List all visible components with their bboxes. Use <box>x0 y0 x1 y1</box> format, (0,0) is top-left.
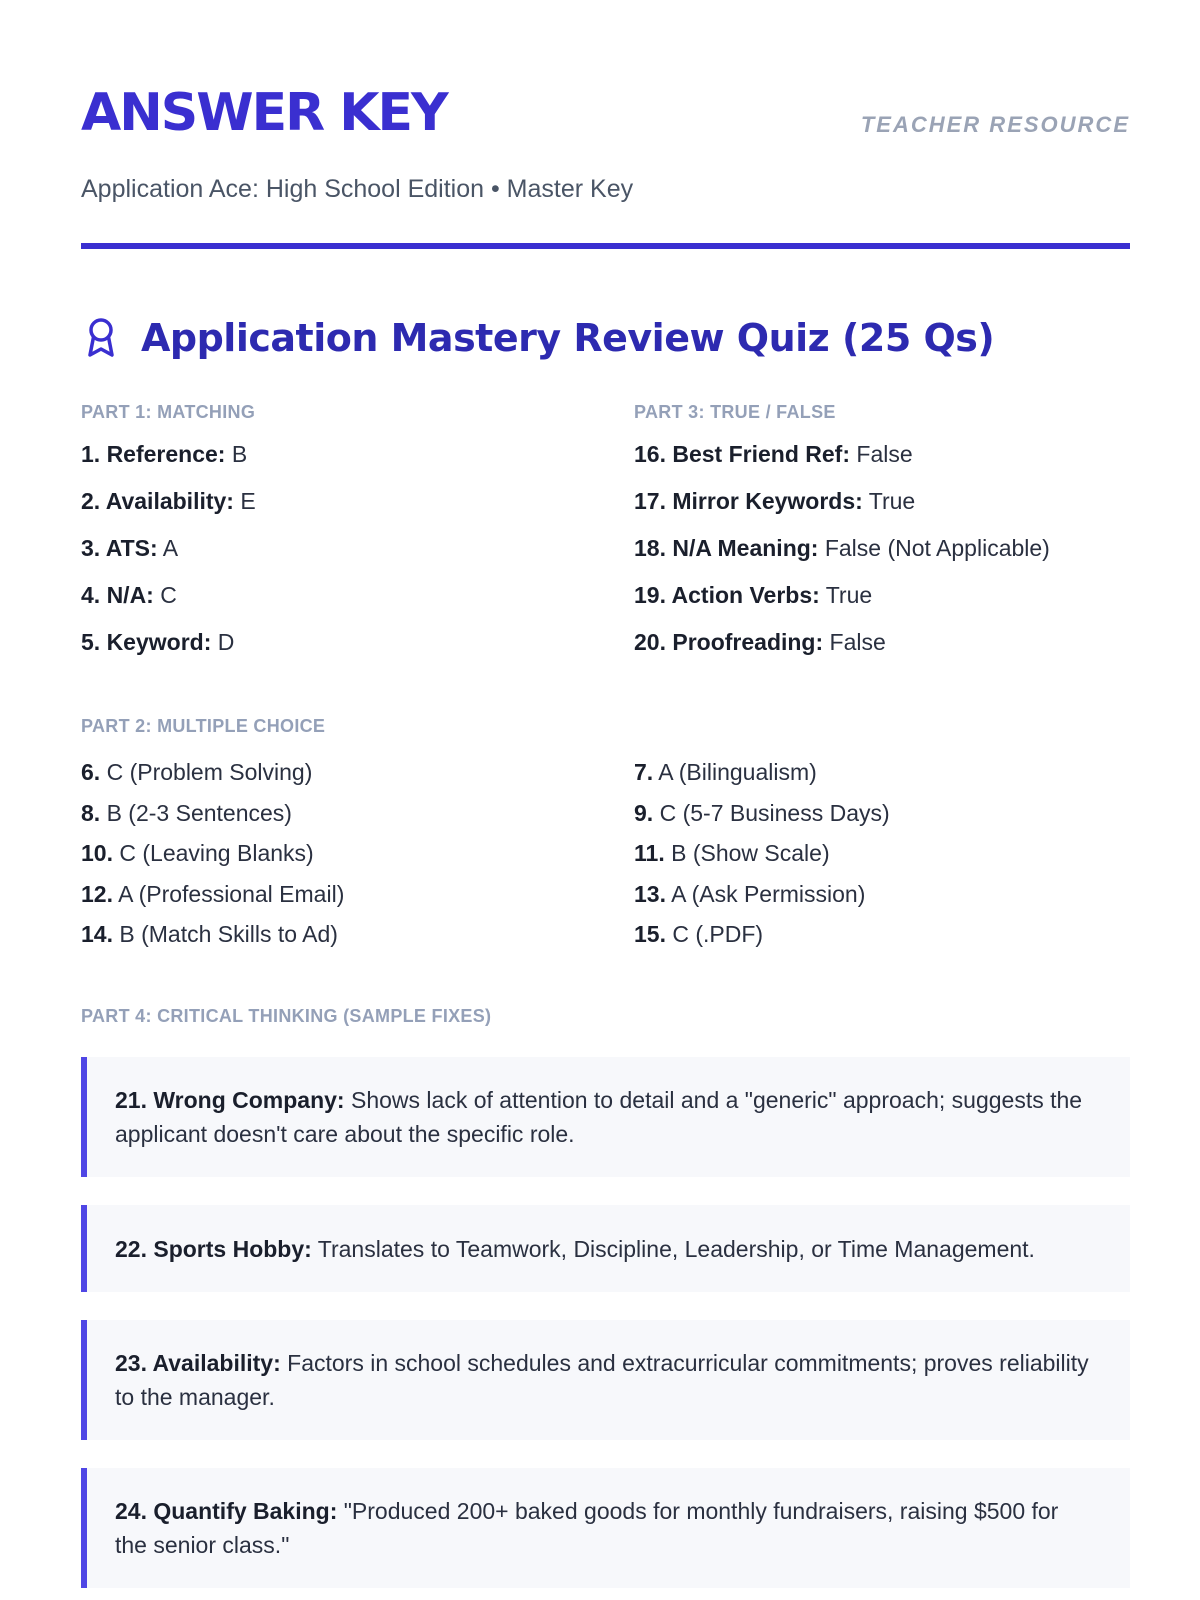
answer-value: True <box>819 582 873 608</box>
answer-value: Translates to Teamwork, Discipline, Leadership, or Time Management. <box>311 1235 1035 1262</box>
answer-value: Shows lack of attention to detail and a "generic" approach; suggests the applicant doesn't care about the specific role. <box>115 1087 1083 1147</box>
answer-value: False <box>850 441 913 467</box>
question-label: 16. Best Friend Ref: <box>634 441 850 467</box>
answer-item <box>634 478 1050 525</box>
question-label: 12. <box>81 880 113 907</box>
answer-value: B (2-3 Sentences) <box>100 799 292 826</box>
part1-label: PART 1: MATCHING <box>81 402 256 422</box>
answer-value: False <box>823 629 886 655</box>
question-label: 22. Sports Hobby: <box>115 1235 312 1262</box>
question-label: 4. N/A: <box>81 582 154 608</box>
answer-item <box>81 525 256 572</box>
answer-value: A (Ask Permission) <box>665 880 866 907</box>
answer-item <box>634 874 890 915</box>
answer-value: C <box>153 582 177 608</box>
answer-value: A <box>157 535 179 561</box>
answer-value: A (Bilingualism) <box>653 759 817 785</box>
quiz-heading <box>81 316 994 360</box>
answer-item <box>81 619 256 666</box>
question-label: 1. Reference: <box>81 441 226 467</box>
sample-fix-card <box>81 1057 1130 1177</box>
question-label: 8. <box>81 799 101 826</box>
question-label: 19. Action Verbs: <box>634 582 820 608</box>
teacher-resource-badge: TEACHER RESOURCE <box>860 112 1130 137</box>
answer-value: D <box>211 629 235 655</box>
sample-fix-card <box>81 1205 1130 1292</box>
answer-item <box>81 833 344 874</box>
answer-value: B (Show Scale) <box>664 840 830 866</box>
answer-item <box>634 752 890 793</box>
answer-item <box>81 793 344 834</box>
sample-fix-text <box>115 1232 1035 1266</box>
answer-item <box>81 431 256 478</box>
answer-item <box>81 572 256 619</box>
page-title: ANSWER KEY <box>81 83 447 143</box>
answer-item <box>634 793 890 834</box>
sample-fix-text <box>115 1346 1096 1414</box>
answer-item <box>634 431 1050 478</box>
quiz-title: Application Mastery Review Quiz (25 Qs) <box>141 316 995 360</box>
part3-list <box>634 431 1050 666</box>
question-label: 20. Proofreading: <box>634 629 824 655</box>
question-label: 3. ATS: <box>81 535 158 561</box>
answer-item <box>634 572 1050 619</box>
answer-value: E <box>233 488 256 514</box>
answer-value: False (Not Applicable) <box>818 535 1050 561</box>
question-label: 5. Keyword: <box>81 629 212 655</box>
answer-item <box>634 833 890 874</box>
answer-item <box>634 914 890 955</box>
answer-value: C (Leaving Blanks) <box>112 840 314 866</box>
sample-fix-card <box>81 1320 1130 1440</box>
answer-item <box>81 752 344 793</box>
answer-value: C (Problem Solving) <box>100 759 313 785</box>
answer-value: Factors in school schedules and extracurricular commitments; proves reliability to the manager. <box>115 1350 1089 1410</box>
answer-value: B (Match Skills to Ad) <box>112 921 338 947</box>
answer-value: True <box>862 488 916 514</box>
part2-left-list <box>81 752 344 955</box>
question-label: 24. Quantify Baking: <box>115 1498 338 1524</box>
question-label: 11. <box>634 840 665 866</box>
question-label: 14. <box>81 921 113 947</box>
question-label: 17. Mirror Keywords: <box>634 488 863 514</box>
part3-label: PART 3: TRUE / FALSE <box>634 402 836 422</box>
question-label: 10. <box>81 840 113 866</box>
header <box>81 82 1130 204</box>
question-label: 2. Availability: <box>81 488 234 514</box>
answer-item <box>634 619 1050 666</box>
sample-fix-text <box>115 1083 1096 1151</box>
answer-value: C (5-7 Business Days) <box>653 799 890 826</box>
header-divider <box>81 243 1130 249</box>
answer-item <box>81 914 344 955</box>
part2-right-list <box>634 752 890 955</box>
answer-value: "Produced 200+ baked goods for monthly fundraisers, raising $500 for the senior class." <box>115 1498 1059 1558</box>
answer-item <box>81 874 344 915</box>
sample-fix-text <box>115 1494 1096 1562</box>
part4-label: PART 4: CRITICAL THINKING (SAMPLE FIXES) <box>81 1006 492 1026</box>
question-label: 9. <box>634 799 654 826</box>
answer-value: A (Professional Email) <box>112 880 345 907</box>
answer-item <box>634 525 1050 572</box>
question-label: 13. <box>634 880 666 907</box>
question-label: 18. N/A Meaning: <box>634 535 819 561</box>
question-label: 23. Availability: <box>115 1350 281 1376</box>
page-subtitle: Application Ace: High School Edition • Master Key <box>81 175 634 203</box>
answer-value: C (.PDF) <box>665 921 764 947</box>
question-label: 21. Wrong Company: <box>115 1087 345 1113</box>
question-label: 15. <box>634 921 666 947</box>
question-label: 6. <box>81 759 101 785</box>
answer-value: B <box>225 441 248 467</box>
part2-label: PART 2: MULTIPLE CHOICE <box>81 716 326 736</box>
sample-fix-card <box>81 1468 1130 1588</box>
question-label: 7. <box>634 759 654 785</box>
award-ribbon-icon <box>81 316 121 360</box>
part1-list <box>81 431 256 666</box>
answer-item <box>81 478 256 525</box>
